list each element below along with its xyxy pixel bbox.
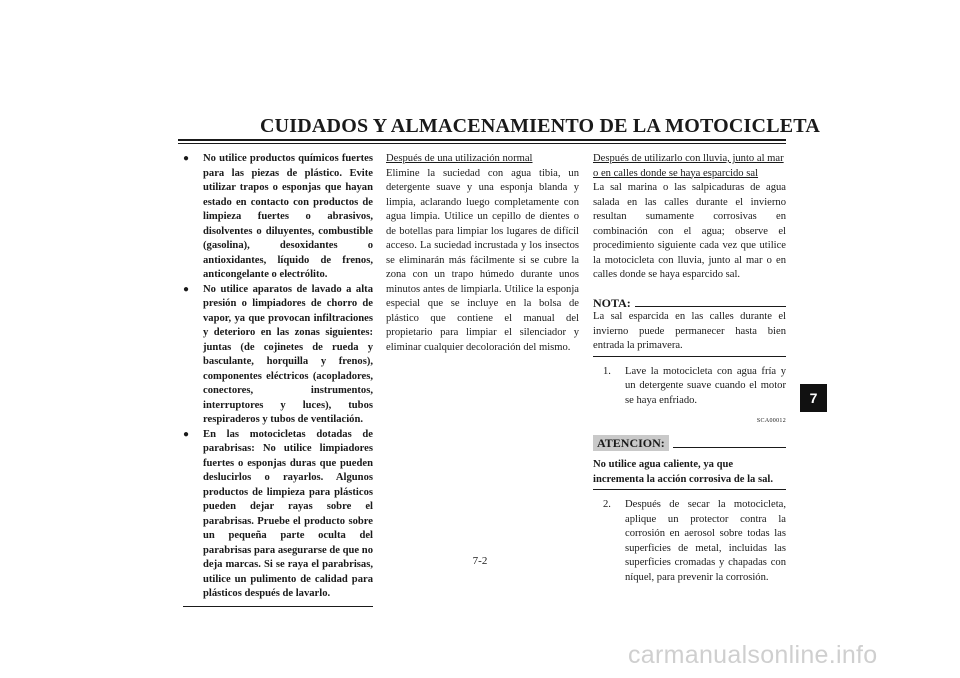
step-number: 1. [603,365,611,377]
nota-text: La sal esparcida en las calles durante el invierno puede permanecer hasta bien entrada la primavera. [593,311,786,351]
nota-end-rule [593,356,786,357]
page-number: 7-2 [472,555,488,567]
section-subheading: Después de utilizarlo con lluvia, junto al mar o en calles donde se haya esparcido sal [593,153,784,179]
left-column [183,152,373,607]
step-text: Lave la motocicleta con agua fría y un detergente suave cuando el motor se haya enfriado. [625,365,786,406]
bullet-text: En las motocicletas dotadas de parabrisas: No utilice limpiadores fuertes o esponjas duras que pueden deslucirlos o rayarlos. Algunos productos de limpieza para plásticos pueden dejar rayas sobre el parabrisas. Pruebe el producto sobre un pequeña parte oculta del parabrisas para asegurarse de que no deja marcas. Si se raya el parabrisas, utilice un pulimento de calidad para plásticos después de lavarlo. [203,428,373,599]
watermark: carmanualsonline.info [628,641,878,669]
atencion-end-rule [593,489,786,490]
atencion-text: No utilice agua caliente, ya que incrementa la acción corrosiva de la sal. [593,459,773,485]
chapter-tab: 7 [800,384,827,412]
section-body: La sal marina o las salpicaduras de agua salada en las calles durante el invierno resultan sumamente corrosivas en combinación con el agua; observe el procedimiento siguiente cada vez que utilice la motocicleta con lluvia, junto al mar o en calles donde se haya esparcido sal. [593,182,786,280]
nota-heading-line [635,306,786,307]
bullet-item [183,428,373,602]
middle-column [386,152,579,355]
atencion-label: ATENCION: [593,435,669,452]
step-number: 2. [603,499,611,510]
bullet-dot-icon: ● [183,283,190,295]
bullet-item [183,283,373,428]
atencion-heading [593,435,786,452]
nota-label: NOTA: [593,295,631,310]
caution-code: SCA00012 [756,418,786,424]
atencion-heading-line [673,447,786,448]
bullet-text: No utilice aparatos de lavado a alta presión o limpiadores de chorro de vapor, ya que provocan infiltraciones y deterioro en las zonas siguientes: juntas (de cojinetes de rueda y basculante, horquilla y frenos), componentes eléctricos (acopladores, conectores, instrumentos, interruptores y luces), tubos respiraderos y tubos de ventilación. [203,283,373,425]
right-column [593,152,786,585]
bullet-dot-icon: ● [183,428,190,440]
bullet-text: No utilice productos químicos fuertes para las piezas de plástico. Evite utilizar trapos o esponjas que hayan estado en contacto con productos de limpieza fuertes o abrasivos, disolventes o diluyentes, combustible (gasolina), desoxidantes o antioxidantes, líquido de frenos, anticongelante o electrólito. [203,153,373,280]
section-subheading: Después de una utilización normal [386,153,533,164]
bullet-item [183,152,373,283]
column-end-rule [183,606,373,607]
step-text: Después de secar la motocicleta, aplique un protector contra la corrosión en aerosol sobre todas las superficies de metal, incluidas las superficies cromadas y chapadas con níquel, para prevenir la corrosión. [625,499,786,583]
step-item [603,498,786,585]
title-rule-thin [178,143,786,144]
page-title: CUIDADOS Y ALMACENAMIENTO DE LA MOTOCICLETA [260,115,820,137]
section-body: Elimine la suciedad con agua tibia, un detergente suave y una esponja blanda y limpia, aclarando luego completamente con agua limpia. Utilice un cepillo de dientes o de botellas para limpiar los lugares de difícil acceso. La suciedad incrustada y los insectos se eliminarán más fácilmente si se cubre la zona con un trapo húmedo durante unos minutos antes de limpiarla. Utilice la esponja especial que se incluye en la bolsa de plástico que contiene el manual del propietario para limpiar el silenciador y eliminar cualquier decoloración del mismo. [386,167,579,353]
title-rule-thick [178,139,786,141]
step-item [603,365,786,409]
bullet-dot-icon: ● [183,153,190,164]
nota-heading [593,296,786,311]
